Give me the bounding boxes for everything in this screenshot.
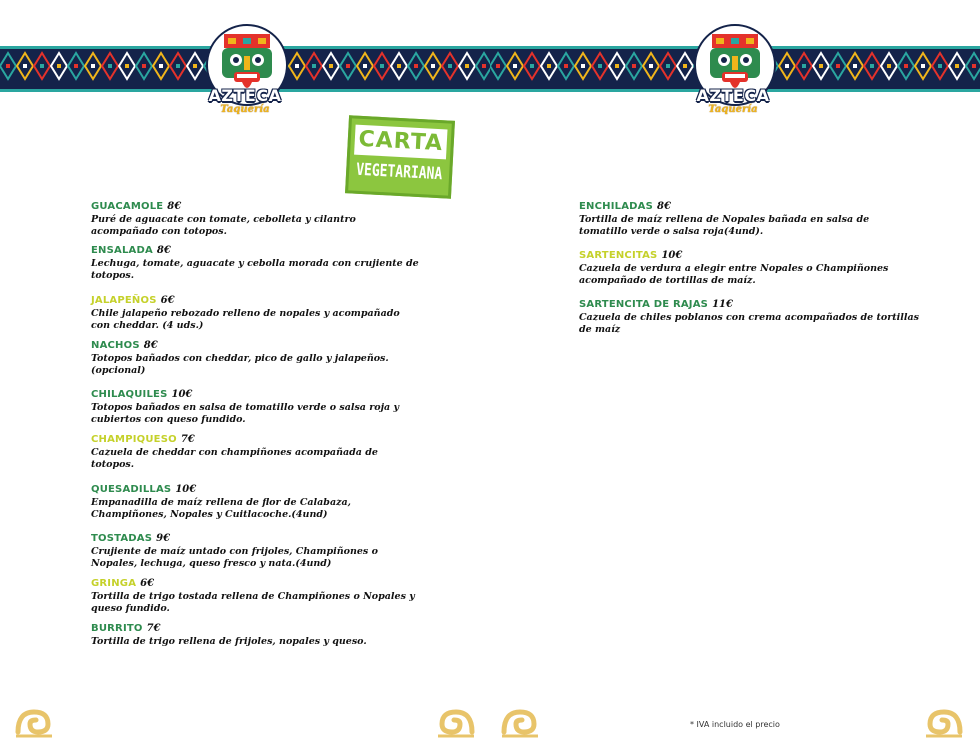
menu-item-description: Puré de aguacate con tomate, cebolleta y cilantro acompañado con totopos. bbox=[91, 214, 356, 237]
menu-item-description: Cazuela de chiles poblanos con crema acompañados de tortillas de maíz bbox=[579, 312, 919, 335]
carta-vegetariana-stamp bbox=[345, 115, 455, 198]
tax-footnote: * IVA incluido el precio bbox=[690, 720, 780, 729]
menu-item-price: 9€ bbox=[156, 533, 171, 544]
menu-item-description: Empanadilla de maíz rellena de flor de Calabaza, Champiñones, Nopales y Cuitlacoche.(4und) bbox=[91, 497, 351, 520]
menu-item-name: ENSALADA bbox=[91, 245, 153, 256]
menu-item-description: Tortilla de trigo tostada rellena de Champiñones o Nopales y queso fundido. bbox=[91, 591, 415, 614]
menu-item-name: SARTENCITAS bbox=[579, 250, 658, 261]
menu-item-description: Totopos bañados con cheddar, pico de gallo y jalapeños. (opcional) bbox=[91, 353, 389, 376]
menu-item-price: 11€ bbox=[712, 299, 733, 310]
serpent-icon bbox=[436, 702, 476, 740]
menu-item-name: TOSTADAS bbox=[91, 533, 153, 544]
menu-item-description: Totopos bañados en salsa de tomatillo verde o salsa roja y cubiertos con queso fundido. bbox=[91, 402, 400, 425]
menu-item bbox=[91, 388, 421, 425]
menu-item-name: CHAMPIQUESO bbox=[91, 434, 177, 445]
menu-item-price: 6€ bbox=[160, 295, 175, 306]
serpent-icon bbox=[500, 702, 540, 740]
azteca-logo bbox=[690, 24, 776, 116]
menu-item-price: 6€ bbox=[140, 578, 155, 589]
right-page bbox=[490, 0, 980, 753]
menu-item-price: 10€ bbox=[171, 389, 193, 400]
menu-item bbox=[579, 298, 919, 335]
menu-item bbox=[91, 294, 421, 331]
menu-item-description: Cazuela de verdura a elegir entre Nopales o Champiñones acompañado de tortillas de maíz. bbox=[579, 263, 889, 286]
menu-item-description: Chile jalapeño rebozado relleno de nopales y acompañado con cheddar. (4 uds.) bbox=[91, 308, 400, 331]
menu-item-description: Tortilla de trigo rellena de frijoles, nopales y queso. bbox=[91, 636, 367, 647]
menu-item-name: QUESADILLAS bbox=[91, 484, 172, 495]
left-menu-list bbox=[91, 200, 421, 648]
menu-item-description: Tortilla de maíz rellena de Nopales bañada en salsa de tomatillo verde o salsa roja(4und). bbox=[579, 214, 870, 237]
menu-item-name: NACHOS bbox=[91, 340, 140, 351]
menu-item-price: 8€ bbox=[156, 245, 171, 256]
menu-item-price: 8€ bbox=[167, 201, 182, 212]
menu-item bbox=[91, 577, 421, 614]
azteca-logo bbox=[202, 24, 288, 116]
menu-item bbox=[91, 339, 421, 376]
menu-item bbox=[91, 483, 421, 520]
menu-item-name: BURRITO bbox=[91, 623, 143, 634]
menu-item bbox=[91, 433, 421, 470]
menu-item-name: GUACAMOLE bbox=[91, 201, 164, 212]
menu-item-description: Crujiente de maíz untado con frijoles, Champiñones o Nopales, lechuga, queso fresco y nata.(4und) bbox=[91, 546, 378, 569]
menu-item-name: ENCHILADAS bbox=[579, 201, 653, 212]
stamp-line-2: VEGETARIANA bbox=[355, 160, 443, 185]
brand-subtitle: Taquería bbox=[220, 104, 270, 115]
menu-item bbox=[579, 200, 919, 237]
menu-item-price: 7€ bbox=[146, 623, 161, 634]
brand-name: AZTECA bbox=[208, 86, 282, 105]
brand-name: AZTECA bbox=[696, 86, 770, 105]
menu-item-price: 7€ bbox=[180, 434, 195, 445]
menu-item-price: 10€ bbox=[661, 250, 683, 261]
menu-item-price: 8€ bbox=[143, 340, 158, 351]
brand-subtitle: Taquería bbox=[708, 104, 758, 115]
menu-item-name: CHILAQUILES bbox=[91, 389, 168, 400]
menu-item bbox=[91, 200, 421, 237]
menu-item bbox=[91, 244, 421, 281]
menu-item-name: JALAPEÑOS bbox=[91, 295, 157, 306]
menu-item-price: 10€ bbox=[175, 484, 197, 495]
menu-item bbox=[91, 532, 421, 569]
serpent-icon bbox=[924, 702, 964, 740]
menu-item-price: 8€ bbox=[656, 201, 671, 212]
stamp-line-1: CARTA bbox=[354, 125, 447, 160]
menu-item-name: SARTENCITA DE RAJAS bbox=[579, 299, 709, 310]
serpent-icon bbox=[14, 702, 54, 740]
menu-item-name: GRINGA bbox=[91, 578, 137, 589]
menu-item bbox=[579, 249, 919, 286]
right-menu-list bbox=[579, 200, 919, 335]
menu-item-description: Cazuela de cheddar con champiñones acompañada de totopos. bbox=[91, 447, 378, 470]
menu-item-description: Lechuga, tomate, aguacate y cebolla morada con crujiente de totopos. bbox=[91, 258, 419, 281]
menu-item bbox=[91, 622, 421, 648]
